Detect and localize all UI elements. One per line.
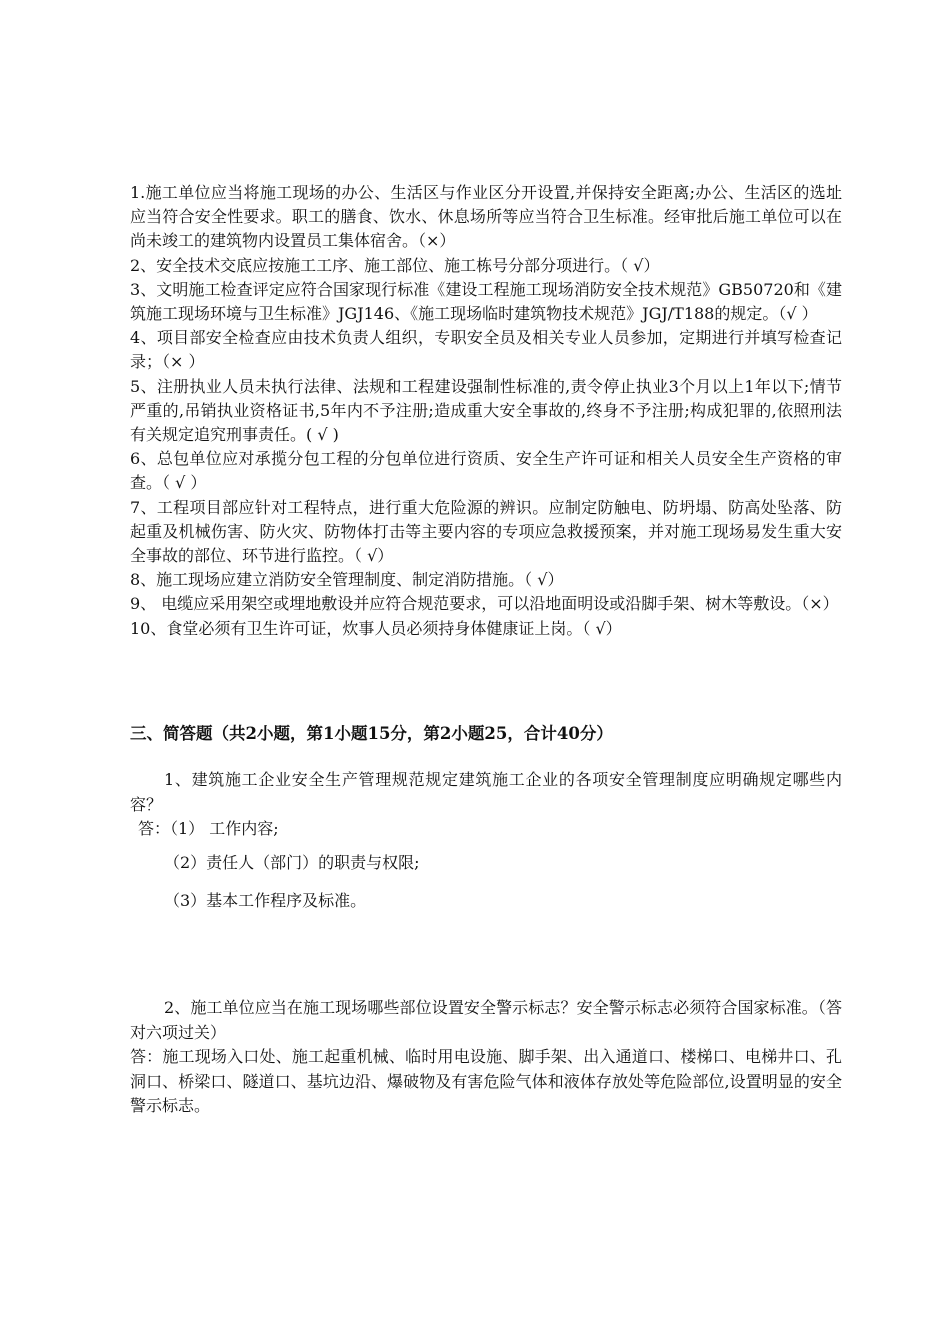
section-heading-short-answer: 三、简答题（共2小题，第1小题15分，第2小题25，合计40分） xyxy=(130,724,613,743)
question-2-text: 2、施工单位应当在施工现场哪些部位设置安全警示标志？安全警示标志必须符合国家标准。（答对六项过关） xyxy=(130,998,842,1042)
question-1-answer-line-1: 答：（1） 工作内容; xyxy=(138,819,279,838)
tf-item-1: 1.施工单位应当将施工现场的办公、生活区与作业区分开设置,并保持安全距离;办公、生活区的选址应当符合安全性要求。职工的膳食、饮水、休息场所等应当符合卫生标准。经审批后施工单位可以在尚未竣工的建筑物内设置员工集体宿舍。（×） xyxy=(130,183,842,251)
tf-item-2: 2、安全技术交底应按施工工序、施工部位、施工栋号分部分项进行。（ √） xyxy=(130,255,660,275)
tf-item-6: 6、总包单位应对承揽分包工程的分包单位进行资质、安全生产许可证和相关人员安全生产资格的审查。（ √ ） xyxy=(130,449,842,493)
tf-item-9: 9、 电缆应采用架空或埋地敷设并应符合规范要求，可以沿地面明设或沿脚手架、树木等敷设。（×） xyxy=(130,594,839,614)
question-1-answer-line-2: （2）责任人（部门）的职责与权限; xyxy=(164,853,420,872)
tf-item-3: 3、文明施工检查评定应符合国家现行标准《建设工程施工现场消防安全技术规范》GB50720和《建筑施工现场环境与卫生标准》JGJ146、《施工现场临时建筑物技术规范》JGJ/T188的规定。（√ ） xyxy=(130,279,842,324)
question-1-text: 1、建筑施工企业安全生产管理规范规定建筑施工企业的各项安全管理制度应明确规定哪些内容？ xyxy=(130,770,842,814)
tf-item-5: 5、注册执业人员未执行法律、法规和工程建设强制性标准的,责令停止执业3个月以上1年以下;情节严重的,吊销执业资格证书,5年内不予注册;造成重大安全事故的,终身不予注册;构成犯罪的,依照刑法有关规定追究刑事责任。( √ ) xyxy=(130,376,842,445)
tf-item-8: 8、施工现场应建立消防安全管理制度、制定消防措施。（ √） xyxy=(130,570,564,590)
question-2-answer: 答：施工现场入口处、施工起重机械、临时用电设施、脚手架、出入通道口、楼梯口、电梯井口、孔洞口、桥梁口、隧道口、基坑边沿、爆破物及有害危险气体和液体存放处等危险部位,设置明显的安全警示标志。 xyxy=(130,1047,842,1115)
short-answer-question-1 xyxy=(130,768,842,913)
true-false-list xyxy=(130,181,842,641)
tf-item-7: 7、工程项目部应针对工程特点，进行重大危险源的辨识。应制定防触电、防坍塌、防高处坠落、防起重及机械伤害、防火灾、防物体打击等主要内容的专项应急救援预案，并对施工现场易发生重大安全事故的部位、环节进行监控。（ √） xyxy=(130,497,842,566)
question-1-answer-line-3: （3）基本工作程序及标准。 xyxy=(164,891,367,910)
tf-item-4: 4、项目部安全检查应由技术负责人组织，专职安全员及相关专业人员参加，定期进行并填写检查记录；（× ） xyxy=(130,328,842,372)
short-answer-question-2 xyxy=(130,996,842,1119)
tf-item-10: 10、食堂必须有卫生许可证，炊事人员必须持身体健康证上岗。（ √） xyxy=(130,618,622,638)
